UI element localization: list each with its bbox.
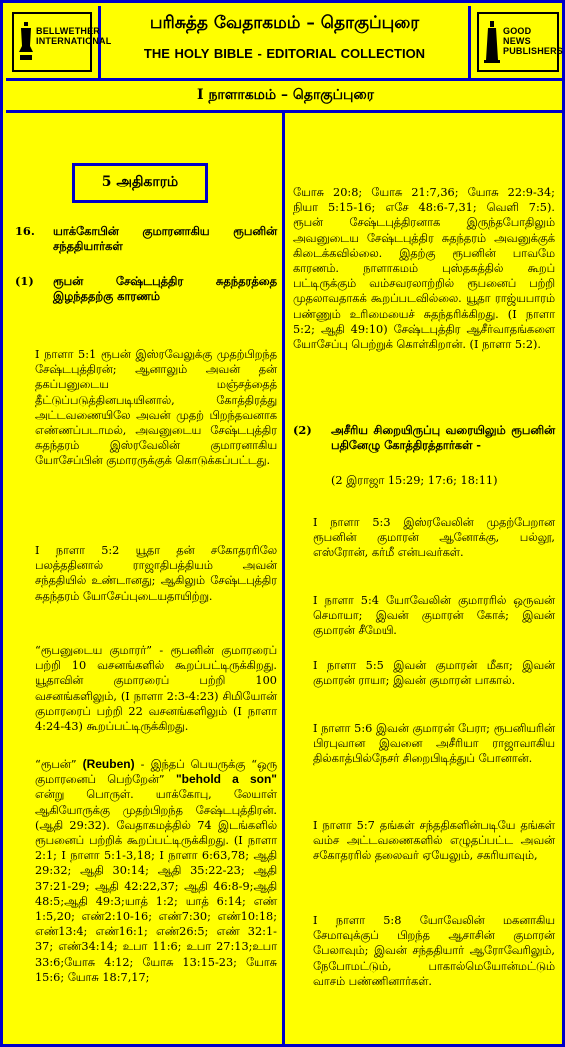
logo-left-text: BELLWETHER INTERNATIONAL xyxy=(36,26,112,46)
commentary-paragraph-1: “ரூபனுடைய குமாரர்” - ரூபனின் குமாரரைப் பற்றி 10 வசனங்களில் கூறப்பட்டிருக்கிறது. யூதாவின் குமாரரைப் பற்றி 100 வசனங்களிலும், (I நாளா 2:3-4:23) சிமியோன் குமாரரைப் பற்றி 22 வசனங்களிலும் (I நாளா 4:24-43) கூறப்பட்டிருக்கிறது. xyxy=(35,644,277,734)
column-divider xyxy=(282,113,285,1047)
subsection-reference: (2 இராஜா 15:29; 17:6; 18:11) xyxy=(331,474,498,487)
commentary-paragraph-2 xyxy=(35,757,277,985)
verse-5-7: I நாளா 5:7 தங்கள் சந்ததிகளின்படியே தங்கள் வம்ச அட்டவணைகளில் எழுதப்பட்ட அவன் சகோதரரில் தலைவர் ஏயேலும், சகரியாவும், xyxy=(313,819,555,863)
verse-5-8: I நாளா 5:8 யோவேலின் மகனாகிய சேமாவுக்குப் பிறந்த ஆசாசின் குமாரன் பேலாவும்; இவன் சந்ததியார் ஆரோவேரிலும், நேபோமட்டும், பாகால்மெயோன்மட்டும் வாசம் பண்ணினார்கள். xyxy=(313,914,555,988)
behold-a-son: "behold a son" xyxy=(175,772,277,787)
header xyxy=(6,6,565,81)
subsection-2-heading xyxy=(293,423,555,471)
subsection-number: (1) xyxy=(15,274,34,288)
section-number: 16. xyxy=(15,224,35,238)
section-16-heading xyxy=(15,224,277,258)
logo-right xyxy=(468,6,565,78)
page-title-english: THE HOLY BIBLE - EDITORIAL COLLECTION xyxy=(143,46,426,61)
subsection-title: அசீரிய சிறையிருப்பு வரையிலும் ரூபனின் பதினேழு கோத்திரத்தார்கள் - xyxy=(331,423,555,452)
tower-icon xyxy=(483,20,501,64)
verse-5-3: I நாளா 5:3 இஸ்ரவேலின் முதற்பேறான ரூபனின் குமாரன் ஆனோக்கு, பல்லூ, எஸ்ரோன், கர்மீ என்பவர்கள். xyxy=(313,516,555,560)
verse-5-5: I நாளா 5:5 இவன் குமாரன் மீகா; இவன் குமாரன் ராயா; இவன் குமாரன் பாகால். xyxy=(313,659,555,688)
commentary-text: - இந்தப் பெயருக்கு “ஒரு குமாரனைப் பெற்றேன்” xyxy=(35,758,278,787)
reuben-english: (Reuben) xyxy=(82,757,135,771)
bellwether-logo xyxy=(12,12,112,72)
commentary-paragraph-3: யோசு 20:8; யோசு 21:7,36; யோசு 22:9-34; நியா 5:15-16; எசே 48:6-7,31; வெளி 7:5). ரூபன் சேஷ்டபுத்திரனாக இருந்தபோதிலும் அவனுடைய சேஷ்டபுத்திர சுதந்தரம் அவனுக்குக் கிடைக்கவில்லை. இதற்கு ரூபனின் பாவமே காரணம். நாளாகமம் புஸ்தகத்தில் கூறப் பட்டிருக்கும் வம்சவரலாற்றில் ரூபனைப் பற்றி முதலாவதாகக் கூறப்படவில்லை. யூதா ராஜ்யபாரம் பண்ணும் உரிமையைச் சுதந்தரிக்கிறது. (I நாளா 5:2; ஆதி 49:10) சேஷ்டபுத்திர ஆசீர்வாதங்களை யோசேப்பு பெற்றுக் கொள்கிறான். (I நாளா 5:2). xyxy=(293,186,555,352)
commentary-text: “ரூபன்” xyxy=(35,758,83,771)
verse-paragraph-2: I நாளா 5:2 யூதா தன் சகோதரரிலே பலத்ததினால் ராஜாதிபத்தியம் அவன் சந்ததியில் உண்டானது; ஆகிலும் சேஷ்டபுத்திர சுதந்தரம் யோசேப்புடையதாயிற்று. xyxy=(35,544,277,603)
good-news-logo xyxy=(477,12,564,72)
bell-icon xyxy=(18,20,34,64)
verse-paragraph-1: I நாளா 5:1 ரூபன் இஸ்ரவேலுக்கு முதற்பிறந்த சேஷ்டபுத்திரன்; ஆனாலும் அவன் தன் தகப்பனுடைய மஞ்சத்தைத் தீட்டுப்படுத்தினபடியினால், கோத்திரத்து அட்டவணையிலே அவன் முதற் பிறந்தவனாக எண்ணப்படாமல், அவனுடைய சேஷ்டபுத்திர சுதந்தரம் இஸ்ரவேலின் குமாரனாகிய யோசேப்பின் குமாரருக்குக் கொடுக்கப்பட்டது. xyxy=(35,348,277,468)
verse-5-4: I நாளா 5:4 யோவேலின் குமாரரில் ஒருவன் செமாயா; இவன் குமாரன் கோக்; இவன் குமாரன் சீமேயி. xyxy=(313,594,555,638)
verse-5-6: I நாளா 5:6 இவன் குமாரன் பேரா; ரூபனியரின் பிரபுவான இவனை அசீரியா ராஜாவாகிய தில்காத்பில்நேசர் சிறைபிடித்துப் போனான். xyxy=(313,722,555,766)
section-title: யாக்கோபின் குமாரனாகிய ரூபனின் சந்ததியார்கள் xyxy=(53,224,277,253)
subsection-1-heading xyxy=(15,274,277,324)
page-title-tamil: பரிசுத்த வேதாகமம் – தொகுப்புரை xyxy=(149,13,420,33)
book-subtitle: I நாளாகமம் – தொகுப்புரை xyxy=(6,81,565,113)
subsection-number: (2) xyxy=(293,423,312,437)
logo-right-text: GOOD NEWS PUBLISHERS xyxy=(503,26,564,56)
subsection-title: ரூபன் சேஷ்டபுத்திர சுதந்தரத்தை இழந்ததற்கு காரணம் xyxy=(53,274,277,303)
chapter-heading: 5 அதிகாரம் xyxy=(72,163,208,203)
commentary-text: என்று பொருள். யாக்கோபு, லேயாள் ஆகியோருக்கு முதற்பிறந்த சேஷ்டபுத்திரன். (ஆதி 29:32). வேதாகமத்தில் 74 இடங்களில் ரூபனைப் பற்றிக் கூறப்பட்டிருக்கிறது. (I நாளா 2:1; I நாளா 5:1-3,18; I நாளா 6:63,78; ஆதி 29:32; ஆதி 30:14; ஆதி 35:22-23; ஆதி 37:21-29; ஆதி 42:22,37; ஆதி 46:8-9;ஆதி 48:5;ஆதி 49:3;யாத் 1:2; யாத் 6:14; எண் 1:5,20; எண்2:10-16; எண்7:30; எண்10:18; எண்13:4; எண்16:1; எண்26:5; எண் 32:1- 37; எண்34:14; உபா 11:6; உபா 27:13;உபா 33:6;யோசு 4:12; யோசு 13:15-23; யோசு 15:6; யோசு 18:7,17; xyxy=(35,788,277,984)
logo-left xyxy=(6,6,112,78)
